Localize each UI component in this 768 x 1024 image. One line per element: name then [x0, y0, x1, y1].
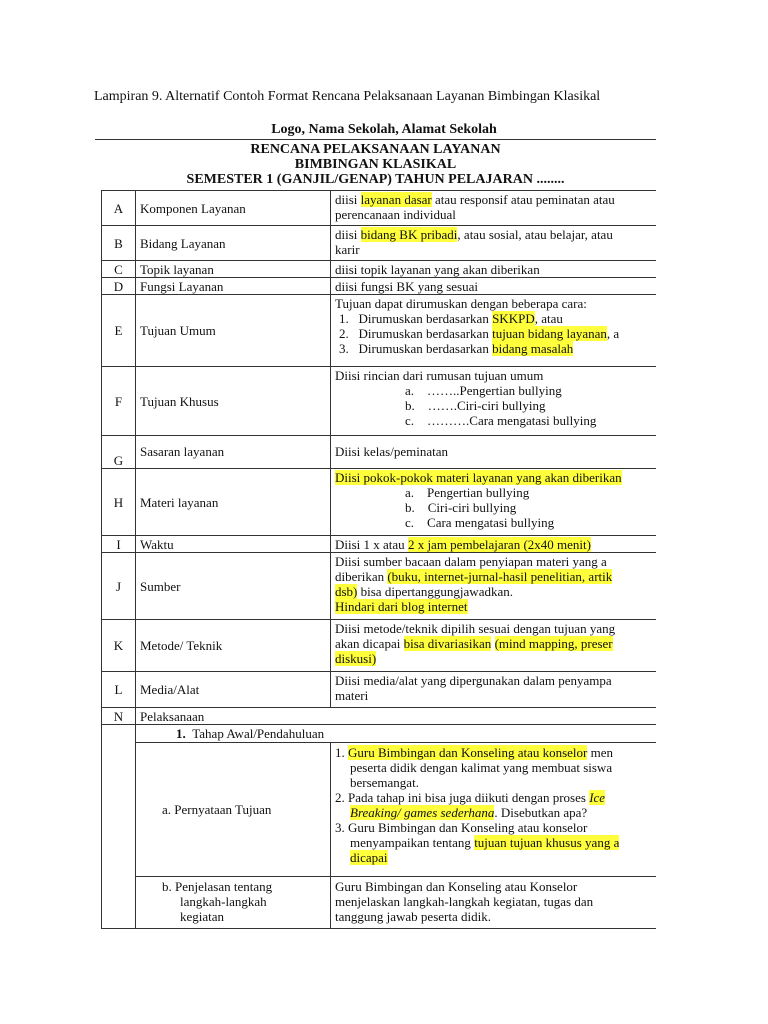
row-label: Tujuan Umum: [136, 295, 331, 367]
row-desc: [331, 191, 662, 226]
row-n: [102, 708, 662, 725]
highlight: bidang masalah: [492, 341, 574, 356]
text: . Disebutkan apa?: [494, 805, 588, 820]
text: Dirumuskan berdasarkan: [358, 341, 493, 356]
highlight: (buku, internet-jurnal-hasil penelitian, artik: [387, 569, 613, 584]
text: akan dicapai: [335, 636, 404, 651]
highlight: bisa divariasikan: [403, 636, 492, 651]
highlight: Diisi pokok-pokok materi layanan yang akan diberikan: [335, 470, 622, 485]
text: Diisi rincian dari rumusan tujuan umum: [335, 368, 544, 383]
highlight: Guru Bimbingan dan Konseling atau konselor: [348, 745, 588, 760]
row-c: [102, 261, 662, 278]
title-line-2: BIMBINGAN KLASIKAL: [294, 157, 457, 172]
text: bisa dipertanggungjawadkan.: [357, 584, 513, 599]
row-code: J: [102, 553, 136, 620]
text: diberikan: [335, 569, 388, 584]
row-code: I: [102, 536, 136, 553]
row-a: [102, 191, 662, 226]
text: Ciri-ciri bullying: [427, 500, 517, 515]
row-label: Sumber: [136, 553, 331, 620]
row-k: [102, 620, 662, 672]
row-b: [102, 226, 662, 261]
text: b. Penjelasan tentang: [162, 879, 273, 894]
row-nb: [102, 877, 662, 929]
row-desc: diisi fungsi BK yang sesuai: [331, 278, 662, 295]
row-code: E: [102, 295, 136, 367]
highlight: diskusi): [335, 651, 377, 666]
text: Diisi sumber bacaan dalam penyiapan materi yang a: [335, 554, 607, 569]
header-divider: [95, 139, 656, 140]
row-code: D: [102, 278, 136, 295]
row-j: [102, 553, 662, 620]
text: materi: [335, 688, 369, 703]
row-code: F: [102, 367, 136, 436]
row-label: a. Pernyataan Tujuan: [136, 743, 331, 877]
row-l: [102, 672, 662, 708]
row-i: [102, 536, 662, 553]
text: Pengertian bullying: [427, 485, 530, 500]
text: kegiatan: [180, 909, 225, 924]
row-g: [102, 436, 662, 469]
row-desc: [331, 672, 662, 708]
row-label: Fungsi Layanan: [136, 278, 331, 295]
text: ……..Pengertian bullying: [427, 383, 562, 398]
list-num: c.: [405, 515, 415, 530]
title-line-1: RENCANA PELAKSANAAN LAYANAN: [250, 142, 501, 157]
row-d: [102, 278, 662, 295]
appendix-caption: Lampiran 9. Alternatif Contoh Format Rencana Pelaksanaan Layanan Bimbingan Klasikal: [94, 89, 601, 104]
row-desc: Diisi kelas/peminatan: [331, 436, 662, 469]
row-code: L: [102, 672, 136, 708]
row-label: Bidang Layanan: [136, 226, 331, 261]
highlight: Ice: [589, 790, 606, 805]
highlight: layanan dasar: [360, 192, 432, 207]
highlight: tujuan bidang layanan: [492, 326, 607, 341]
row-desc: [331, 367, 662, 436]
row-code: B: [102, 226, 136, 261]
highlight: (mind mapping, preser: [494, 636, 613, 651]
row-label: Waktu: [136, 536, 331, 553]
text: peserta didik dengan kalimat yang membuat siswa: [350, 760, 613, 775]
text: Guru Bimbingan dan Konseling atau konselor: [348, 820, 588, 835]
text: Dirumuskan berdasarkan: [358, 326, 493, 341]
row-label: Materi layanan: [136, 469, 331, 536]
row-code: H: [102, 469, 136, 536]
text: Tujuan dapat dirumuskan dengan beberapa cara:: [335, 296, 587, 311]
row-f: [102, 367, 662, 436]
list-num: 1.: [339, 311, 349, 326]
row-label: Metode/ Teknik: [136, 620, 331, 672]
page-crop-edge: [656, 186, 768, 932]
row-na: [102, 743, 662, 877]
row-code: A: [102, 191, 136, 226]
list-num: c.: [405, 413, 415, 428]
row-desc: [331, 553, 662, 620]
row-h: [102, 469, 662, 536]
stage-num: 1.: [176, 726, 186, 741]
text: ……….Cara mengatasi bullying: [427, 413, 597, 428]
highlight: dsb): [335, 584, 358, 599]
highlight: dicapai: [350, 850, 388, 865]
text: men: [587, 745, 614, 760]
row-desc: [331, 743, 662, 877]
text: langkah-langkah: [180, 894, 267, 909]
text: , atau sosial, atau belajar, atau: [457, 227, 613, 242]
text: Diisi metode/teknik dipilih sesuai dengan tujuan yang: [335, 621, 616, 636]
row-code: K: [102, 620, 136, 672]
row-label: Topik layanan: [136, 261, 331, 278]
text: Guru Bimbingan dan Konseling atau Konselor: [335, 879, 578, 894]
list-num: 2.: [339, 326, 349, 341]
row-label: [136, 877, 331, 929]
highlight: Hindari dari blog internet: [335, 599, 468, 614]
highlight: 2 x jam pembelajaran (2x40 menit): [407, 537, 591, 552]
highlight: Breaking/ games sederhana: [350, 805, 495, 820]
row-desc: [331, 295, 662, 367]
list-num: 3.: [339, 341, 349, 356]
text: …….Ciri-ciri bullying: [427, 398, 546, 413]
highlight: SKKPD: [492, 311, 535, 326]
row-label: Pelaksanaan: [136, 708, 662, 725]
text: Diisi media/alat yang dipergunakan dalam penyampa: [335, 673, 612, 688]
list-num: a.: [405, 485, 415, 500]
row-label: Tujuan Khusus: [136, 367, 331, 436]
highlight: bidang BK pribadi: [360, 227, 458, 242]
row-desc: diisi topik layanan yang akan diberikan: [331, 261, 662, 278]
text: tanggung jawab peserta didik.: [335, 909, 491, 924]
row-label: Media/Alat: [136, 672, 331, 708]
school-logo-line: Logo, Nama Sekolah, Alamat Sekolah: [271, 122, 497, 137]
text: Cara mengatasi bullying: [427, 515, 555, 530]
text: atau responsif atau peminatan atau: [431, 192, 615, 207]
text: , a: [606, 326, 620, 341]
title-line-3: SEMESTER 1 (GANJIL/GENAP) TAHUN PELAJARAN ........: [186, 172, 565, 187]
text: bersemangat.: [350, 775, 419, 790]
row-code: C: [102, 261, 136, 278]
text: karir: [335, 242, 360, 257]
text: diisi: [335, 227, 361, 242]
text: , atau: [534, 311, 563, 326]
row-desc: [331, 536, 662, 553]
list-num: b.: [405, 500, 415, 515]
row-e: [102, 295, 662, 367]
text: menjelaskan langkah-langkah kegiatan, tugas dan: [335, 894, 594, 909]
list-num: b.: [405, 398, 415, 413]
text: Diisi 1 x atau: [335, 537, 408, 552]
stage-label: Tahap Awal/Pendahuluan: [192, 726, 325, 741]
text: Dirumuskan berdasarkan: [358, 311, 493, 326]
row-label: Komponen Layanan: [136, 191, 331, 226]
row-n1: [102, 725, 662, 743]
rpl-table: [101, 190, 662, 929]
text: diisi: [335, 192, 361, 207]
text: menyampaikan tentang: [350, 835, 475, 850]
row-desc: [331, 469, 662, 536]
stage-heading: [136, 725, 662, 743]
row-desc: [331, 226, 662, 261]
list-num: 1.: [335, 745, 345, 760]
row-label: Sasaran layanan: [136, 436, 331, 469]
row-desc: [331, 877, 662, 929]
list-num: 3.: [335, 820, 345, 835]
row-code: G: [102, 436, 136, 469]
row-desc: [331, 620, 662, 672]
text: Pada tahap ini bisa juga diikuti dengan proses: [348, 790, 590, 805]
list-num: 2.: [335, 790, 345, 805]
text: perencanaan individual: [335, 207, 456, 222]
highlight: tujuan tujuan khusus yang a: [474, 835, 620, 850]
list-num: a.: [405, 383, 415, 398]
row-code: N: [102, 708, 136, 725]
row-code-empty: [102, 725, 136, 929]
